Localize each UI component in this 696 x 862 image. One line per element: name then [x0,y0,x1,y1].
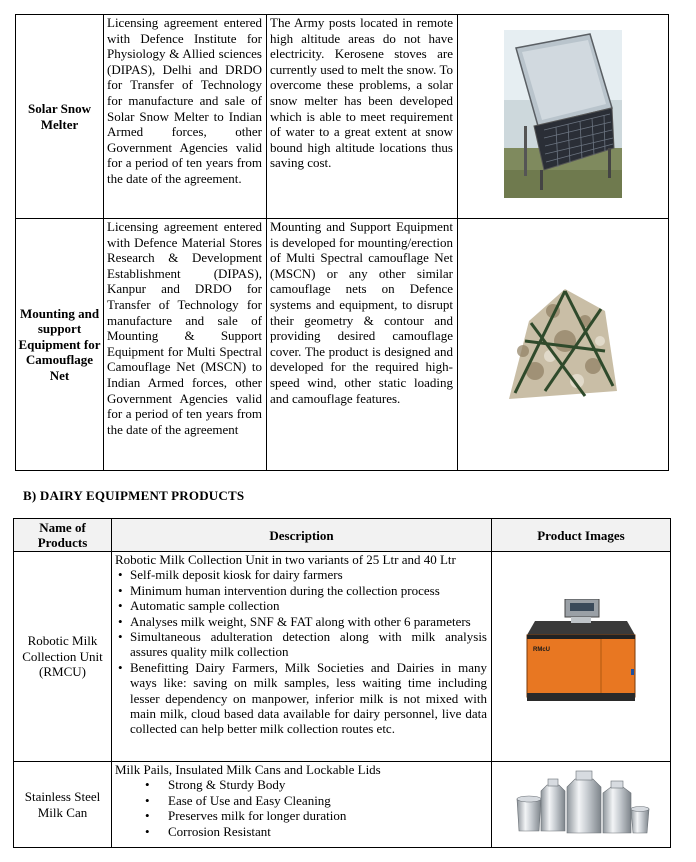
description-intro: Robotic Milk Collection Unit in two variants of 25 Ltr and 40 Ltr [115,552,456,567]
product-image-cell [492,762,671,848]
section-heading: B) DAIRY EQUIPMENT PRODUCTS [23,488,245,503]
product-image-cell [458,15,669,219]
header-product-images: Product Images [492,519,671,552]
list-item: • Automatic sample collection [115,598,487,613]
product-name: Stainless Steel Milk Can [14,762,112,848]
product-name: Solar Snow Melter [16,15,104,219]
product-image-cell [492,552,671,762]
table-row [16,219,669,471]
list-item: • Ease of Use and Easy Cleaning [115,793,487,808]
table-row [14,552,671,762]
feature-list [115,567,487,736]
product-description [112,762,492,848]
rmcu-machine-image [521,599,641,709]
dairy-products-table [13,518,671,848]
product-name: Robotic Milk Collection Unit (RMCU) [14,552,112,762]
table-row [14,762,671,848]
table-header-row [14,519,671,552]
description-intro: Milk Pails, Insulated Milk Cans and Lockable Lids [115,762,381,777]
feature-list [115,777,487,839]
rmcu-logo-text: RMcU [533,647,551,653]
product-image-cell [458,219,669,471]
list-item: • Benefitting Dairy Farmers, Milk Societies and Dairies in many ways like: saving on milk samples, less waiting time including lesser dependency on manpower, inferior milk is not mixed with main milk, cloud based data available for dairy personnel, live data collected can help better milk collection routes etc. [115,660,487,737]
product-description: The Army posts located in remote high altitude areas do not have electricity. Kerosene stoves are currently used to melt the snow. To overcome these problems, a solar snow melter has been developed which is able to meet requirement of water to a great extent at snow bound high altitude locations thus saving cost. [267,15,458,219]
licensing-text: Licensing agreement entered with Defence Material Stores Research & Development Establishment (DIPAS), Kanpur and DRDO for Transfer of Technology for manufacture and sale of Mounting & Support Equipment for Multi Spectral Camouflage Net (MSCN) to Indian Armed forces, other Government Agencies valid for a period of ten years from the date of the agreement [104,219,267,471]
header-description: Description [112,519,492,552]
licensing-text: Licensing agreement entered with Defence Institute for Physiology & Allied sciences (DIPAS), Delhi and DRDO for Transfer of Technology for manufacture and sale of Solar Snow Melter to Indian Armed forces, other Government Agencies valid for a period of ten years from the date of the agreement. [104,15,267,219]
list-item: • Strong & Sturdy Body [115,777,487,792]
list-item: • Analyses milk weight, SNF & FAT along with other 6 parameters [115,614,487,629]
solar-snow-melter-image [504,30,622,198]
list-item: • Preserves milk for longer duration [115,808,487,823]
milk-can-image [511,769,651,835]
product-description: Mounting and Support Equipment is developed for mounting/erection of Multi Spectral camouflage Net (MSCN) or any other similar camouflage nets on Defence systems and equipment, to disrupt their geometry & contour and providing desired camouflage cover. The product is designed and developed for the required high-speed wind, other static loading and camouflage features. [267,219,458,471]
product-name: Mounting and support Equipment for Camouflage Net [16,219,104,471]
list-item: • Self-milk deposit kiosk for dairy farmers [115,567,487,582]
camouflage-net-image [505,281,621,403]
defence-products-table [15,14,669,471]
table-row [16,15,669,219]
list-item: • Corrosion Resistant [115,824,487,839]
header-name-of-products: Name of Products [14,519,112,552]
list-item: • Simultaneous adulteration detection along with milk analysis assures quality milk collection [115,629,487,660]
list-item: • Minimum human intervention during the collection process [115,583,487,598]
product-description [112,552,492,762]
